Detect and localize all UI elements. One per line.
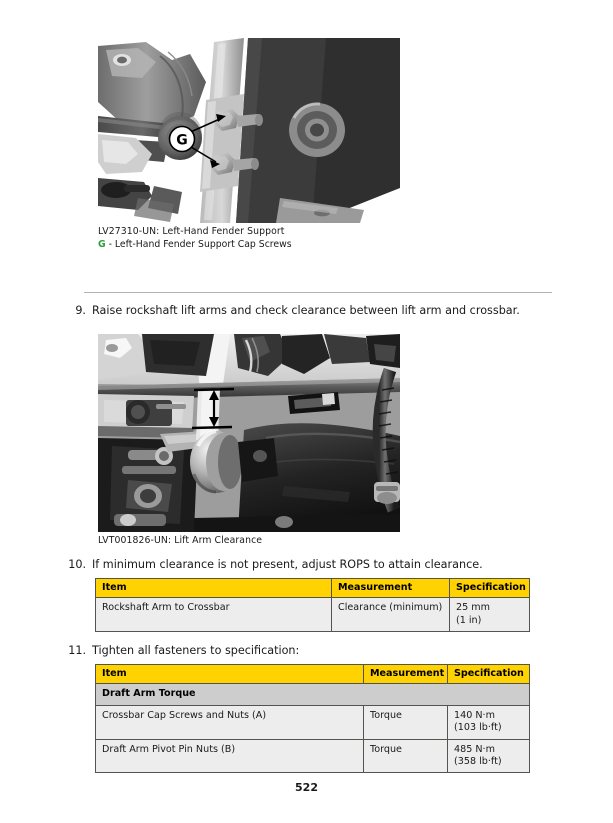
figure-legend-fender-support bbox=[98, 239, 400, 251]
column-header-item: Item bbox=[96, 665, 364, 684]
step-9-text: Raise rockshaft lift arms and check clearance between lift arm and crossbar. bbox=[92, 304, 520, 317]
torque-spec-table bbox=[95, 664, 530, 773]
legend-key-g: G bbox=[98, 238, 106, 250]
figure-caption-lift-arm-clearance: LVT001826-UN: Lift Arm Clearance bbox=[98, 535, 263, 546]
table-section-row bbox=[96, 684, 530, 705]
spec-metric: 140 N·m bbox=[454, 709, 495, 721]
lift-arm-clearance-photo bbox=[98, 334, 400, 532]
column-header-measurement: Measurement bbox=[332, 579, 450, 598]
cell-item: Rockshaft Arm to Crossbar bbox=[96, 598, 332, 632]
step-10-text: If minimum clearance is not present, adjust ROPS to attain clearance. bbox=[92, 558, 483, 571]
step-10-number: 10. bbox=[68, 558, 86, 571]
cell-item: Crossbar Cap Screws and Nuts (A) bbox=[96, 705, 364, 739]
spec-imperial: (103 lb·ft) bbox=[454, 722, 502, 734]
column-header-measurement: Measurement bbox=[364, 665, 448, 684]
figure-image-lift-arm-clearance bbox=[98, 334, 400, 532]
step-9-number: 9. bbox=[75, 304, 86, 317]
spec-imperial: (1 in) bbox=[456, 614, 482, 626]
figure-fender-support bbox=[98, 38, 400, 250]
cell-measurement: Torque bbox=[364, 739, 448, 773]
cell-specification bbox=[450, 598, 530, 632]
step-11 bbox=[60, 643, 560, 658]
step-10 bbox=[60, 557, 560, 572]
figure-lift-arm-clearance bbox=[98, 334, 400, 547]
figure-image-fender-support bbox=[98, 38, 400, 223]
callout-label-g: G bbox=[176, 132, 188, 149]
legend-separator: - bbox=[105, 238, 115, 250]
section-title: Draft Arm Torque bbox=[96, 684, 530, 705]
table-header-row bbox=[96, 579, 530, 598]
step-11-number: 11. bbox=[68, 644, 86, 657]
table-row bbox=[96, 598, 530, 632]
cell-specification bbox=[448, 705, 530, 739]
column-header-specification: Specification bbox=[448, 665, 530, 684]
cell-measurement: Torque bbox=[364, 705, 448, 739]
table-header-row bbox=[96, 665, 530, 684]
section-divider bbox=[84, 292, 552, 293]
fender-support-illustration bbox=[98, 38, 400, 223]
step-9 bbox=[60, 303, 560, 318]
table-row bbox=[96, 739, 530, 773]
clearance-spec-table bbox=[95, 578, 530, 632]
column-header-item: Item bbox=[96, 579, 332, 598]
column-header-specification: Specification bbox=[450, 579, 530, 598]
spec-metric: 485 N·m bbox=[454, 743, 495, 755]
table-row bbox=[96, 705, 530, 739]
page-number: 522 bbox=[295, 781, 318, 794]
cell-item: Draft Arm Pivot Pin Nuts (B) bbox=[96, 739, 364, 773]
legend-description: Left-Hand Fender Support Cap Screws bbox=[114, 238, 292, 250]
cell-measurement: Clearance (minimum) bbox=[332, 598, 450, 632]
cell-specification bbox=[448, 739, 530, 773]
spec-imperial: (358 lb·ft) bbox=[454, 756, 502, 768]
step-11-text: Tighten all fasteners to specification: bbox=[92, 644, 300, 657]
figure-caption-fender-support: LV27310-UN: Left-Hand Fender Support bbox=[98, 226, 285, 237]
spec-metric: 25 mm bbox=[456, 602, 490, 614]
